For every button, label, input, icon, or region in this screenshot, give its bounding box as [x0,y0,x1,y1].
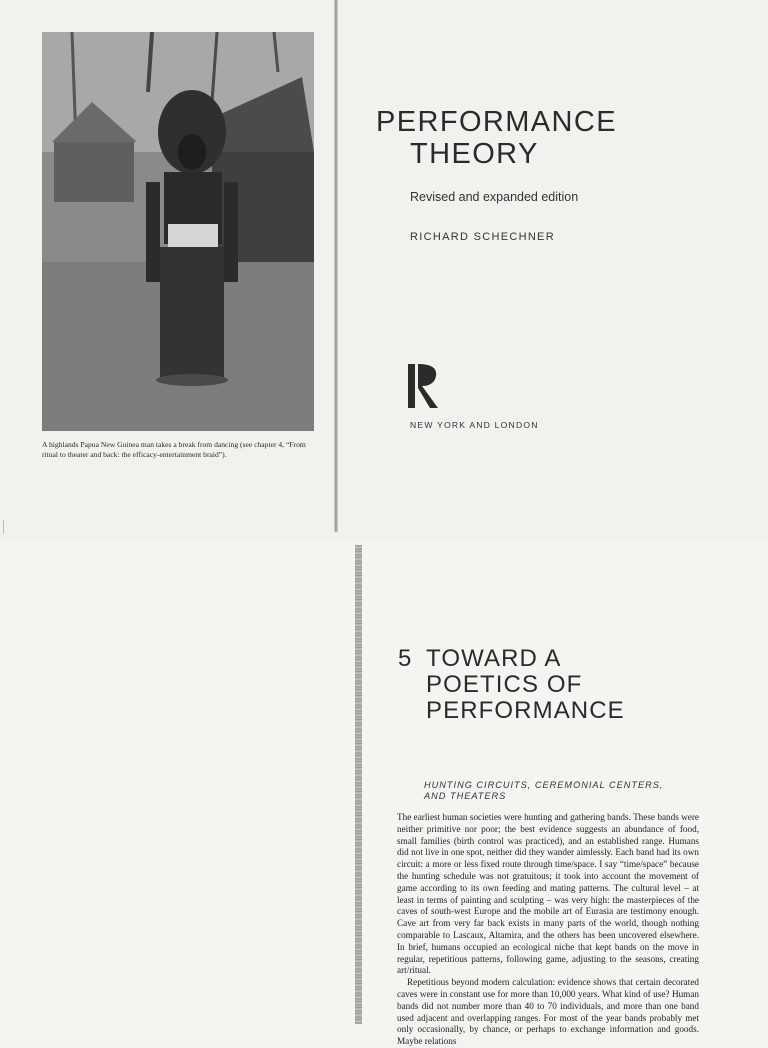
section-heading-line: HUNTING CIRCUITS, CEREMONIAL CENTERS, [424,780,664,790]
chapter-title-line: PERFORMANCE [426,697,625,724]
photo-caption: A highlands Papua New Guinea man takes a break from dancing (see chapter 4, “From ritual to theater and back: the efficacy-entertainment braid”). [42,440,306,459]
publisher-place: NEW YORK AND LONDON [410,420,539,430]
book-gutter [334,0,338,532]
edition-label: Revised and expanded edition [410,190,579,204]
chapter-number: 5 [398,645,413,672]
chapter-title-line: POETICS OF [426,671,583,698]
routledge-logo [408,362,442,410]
dancer-photo-illustration [42,32,314,431]
chapter-title [398,646,738,724]
title-line: THEORY [410,138,539,170]
chapter-title-line: TOWARD A [426,645,562,672]
paragraph: Repetitious beyond modern calculation: evidence shows that certain decorated caves were in constant use for more than 10,000 years. What kind of use? Human bands did not number more than 40 to 70 individuals, and more than one band used adjacent and overlapping ranges. For most of the year bands probably met only occasionally, by chance, or perhaps to exchange information and goods. Maybe relations [397,977,699,1047]
routledge-r-icon [408,362,442,410]
section-heading [424,780,724,802]
frontispiece-photo [42,32,314,431]
body-text [397,812,699,1048]
page-edge [355,545,362,1024]
section-heading-line: AND THEATERS [424,791,507,801]
book-title [376,106,736,170]
paragraph: The earliest human societies were hunting and gathering bands. These bands were neither primitive nor poor; the best evidence suggests an abundance of food, small families (birth control was practiced), and an established range. Humans did not live in one spot, neither did they wander aimlessly. Each band had its own circuit: a more or less fixed route through time/space. I say “time/space” because the hunting schedule was not gratuitous; it took into account the movement of game according to its own feeding and mating patterns. The cultural level – at least in terms of painting and sculpting – was very high: the masterpieces of the caves of south-west Europe and the mobile art of Eurasia are testimony enough. Cave art from very far back exists in many parts of the world, though nothing comparable to Lascaux, Altamira, and the others has been uncovered elsewhere. In brief, humans occupied an ecological niche that kept bands on the move in regular, repetitious patterns, following game, adjusting to the seasons, creating art/ritual. [397,812,699,976]
margin-mark [3,520,4,534]
author-name: RICHARD SCHECHNER [410,231,555,243]
title-line: PERFORMANCE [376,106,617,138]
